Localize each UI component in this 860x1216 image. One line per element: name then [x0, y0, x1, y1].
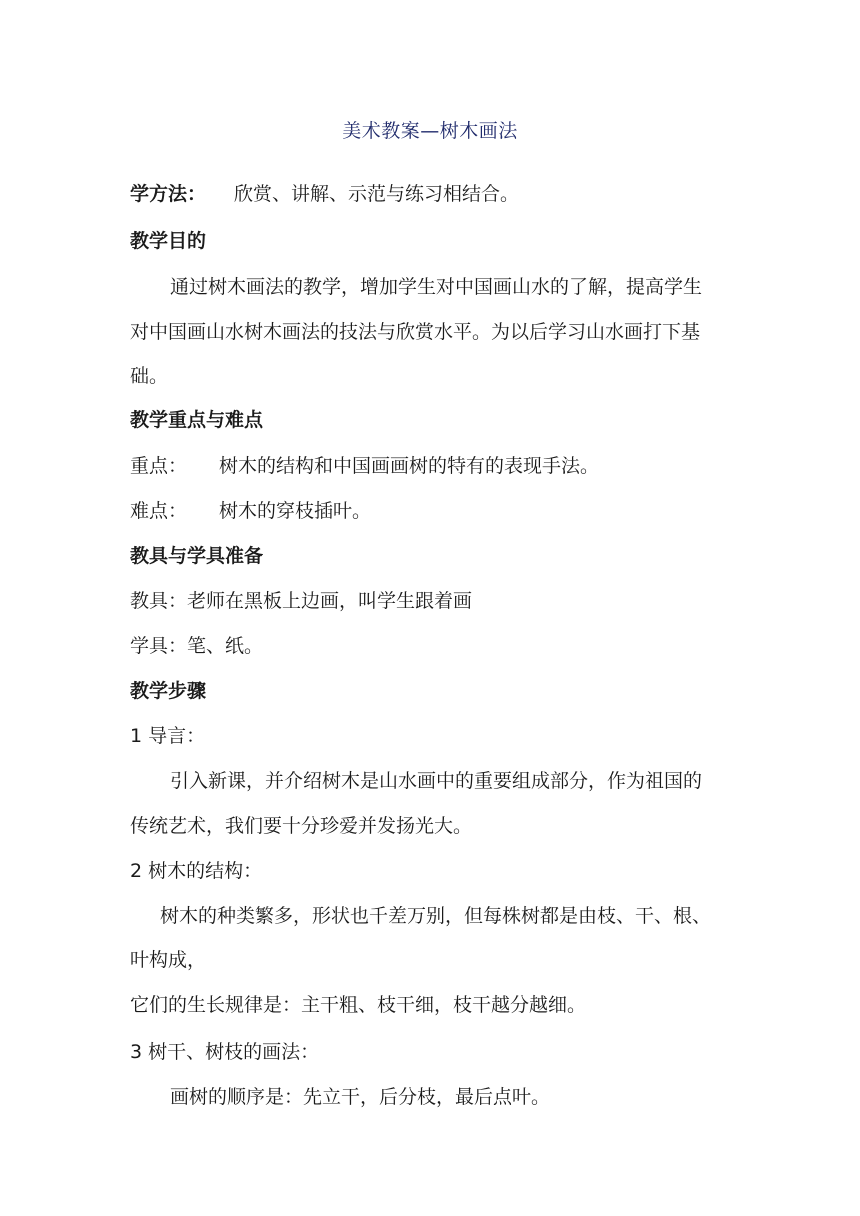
step2-line-3: 它们的生长规律是：主干粗、枝干细，枝干越分越细。: [130, 994, 587, 1016]
focus-line: [130, 454, 742, 478]
focus-text: 树木的结构和中国画画树的特有的表现手法。: [219, 455, 600, 477]
method-text: 欣赏、讲解、示范与练习相结合。: [234, 183, 520, 205]
method-label: 学方法：: [130, 183, 207, 205]
focus-label: 重点：: [130, 455, 188, 477]
purpose-line-2: 对中国画山水树木画法的技法与欣赏水平。为以后学习山水画打下基: [130, 321, 701, 343]
difficulty-label: 难点：: [130, 500, 188, 522]
document-title: 美术教案—树木画法: [342, 120, 518, 142]
teacher-materials: 教具：老师在黑板上边画，叫学生跟着画: [130, 590, 473, 612]
student-materials: 学具：笔、纸。: [130, 635, 264, 657]
step2-line-1: 树木的种类繁多，形状也千差万别，但每株树都是由枝、干、根、: [160, 905, 712, 927]
purpose-heading: 教学目的: [130, 230, 207, 252]
step2-heading: 2 树木的结构：: [130, 860, 263, 882]
step3-heading: 3 树干、树枝的画法：: [130, 1041, 320, 1063]
method-line: [130, 182, 742, 206]
step1-line-1: 引入新课，并介绍树木是山水画中的重要组成部分，作为祖国的: [170, 770, 703, 792]
materials-heading: 教具与学具准备: [130, 545, 264, 567]
step1-line-2: 传统艺术，我们要十分珍爱并发扬光大。: [130, 815, 473, 837]
key-points-heading: 教学重点与难点: [130, 409, 264, 431]
difficulty-text: 树木的穿枝插叶。: [219, 500, 372, 522]
steps-heading: 教学步骤: [130, 680, 207, 702]
purpose-line-3: 础。: [130, 365, 169, 387]
step1-heading: 1 导言：: [130, 725, 206, 747]
difficulty-line: [130, 499, 742, 523]
step3-line-1: 画树的顺序是：先立干，后分枝，最后点叶。: [170, 1086, 551, 1108]
purpose-line-1: 通过树木画法的教学，增加学生对中国画山水的了解，提高学生: [170, 276, 703, 298]
step2-line-2: 叶构成，: [130, 949, 207, 971]
